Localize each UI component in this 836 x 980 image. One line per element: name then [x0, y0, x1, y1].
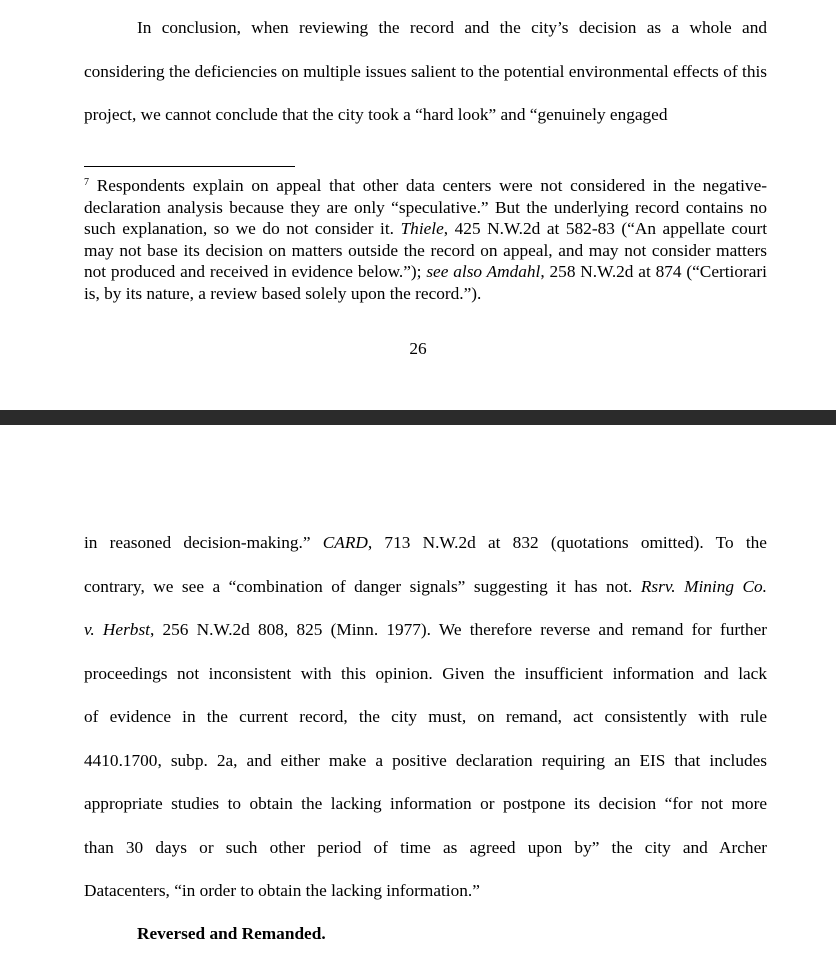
paragraph-line — [84, 652, 767, 696]
paragraph-text: of evidence in the current record, the city must, on remand, act consistently with rule — [84, 707, 767, 726]
paragraph-text: than 30 days or such other period of time as agreed upon by” the city and Archer — [84, 837, 767, 857]
paragraph-text: appropriate studies to obtain the lacking information or postpone its decision “for not more — [84, 794, 767, 813]
footnote-7 — [84, 175, 767, 304]
footnote-marker: 7 — [84, 177, 89, 188]
case-citation: CARD — [322, 533, 368, 552]
paragraph-text: proceedings not inconsistent with this opinion. Given the insufficient information and lack — [84, 663, 767, 683]
paragraph-line — [84, 608, 767, 652]
footnote-text-part-1: Respondents explain on appeal that other data centers were not considered in the negative-declaration analysis because they are only “speculative.” But the underlying record contains no such explanation, so we do not consider it. — [84, 176, 767, 238]
footnote-text-part-2: , 425 N.W.2d at 582-83 (“An appellate court may not base its decision on matters outside the record on appeal, and may not consider matters not produced and received in evidence below.”); — [84, 219, 767, 281]
footnote-citation-thiele: Thiele — [400, 219, 444, 238]
footnote-citation-amdahl: see also Amdahl — [426, 262, 541, 281]
paragraph-text: Datacenters, “in order to obtain the lacking information.” — [84, 881, 480, 900]
paragraph-text: 4410.1700, subp. 2a, and either make a positive declaration requiring an EIS that includes — [84, 750, 767, 770]
paragraph-line — [84, 826, 767, 870]
paragraph-line — [84, 869, 767, 913]
paragraph-line — [84, 782, 767, 826]
case-citation: Rsrv. Mining Co. — [640, 576, 767, 596]
disposition-heading: Reversed and Remanded. — [137, 924, 326, 943]
paragraph-line — [84, 739, 767, 783]
paragraph-text: , 256 N.W.2d 808, 825 (Minn. 1977). We therefore reverse and remand for further — [149, 620, 768, 639]
page-break-bar — [0, 410, 836, 425]
case-citation: v. Herbst — [84, 620, 150, 639]
continued-paragraph — [84, 521, 767, 913]
footnote-text-part-3: , 258 N.W.2d at 874 (“Certiorari is, by its nature, a review based solely upon the record.”). — [84, 262, 767, 303]
paragraph-line — [84, 565, 767, 609]
paragraph-text: in reasoned decision-making.” — [84, 533, 323, 552]
paragraph-line — [84, 695, 767, 739]
paragraph-text: , 713 N.W.2d at 832 (quotations omitted). To the — [367, 533, 767, 552]
opinion-page-26 — [0, 0, 836, 410]
conclusion-paragraph — [84, 6, 767, 137]
conclusion-paragraph-text: In conclusion, when reviewing the record and the city’s decision as a whole and considering the deficiencies on multiple issues salient to the potential environmental effects of this project, we cannot conclude that the city took a “hard look” and “genuinely engaged — [84, 18, 767, 124]
opinion-page-27 — [0, 425, 836, 980]
paragraph-line — [84, 521, 767, 565]
paragraph-text: contrary, we see a “combination of danger signals” suggesting it has not. — [84, 576, 641, 596]
page-number: 26 — [409, 339, 427, 358]
footnote-separator-rule — [84, 166, 295, 167]
